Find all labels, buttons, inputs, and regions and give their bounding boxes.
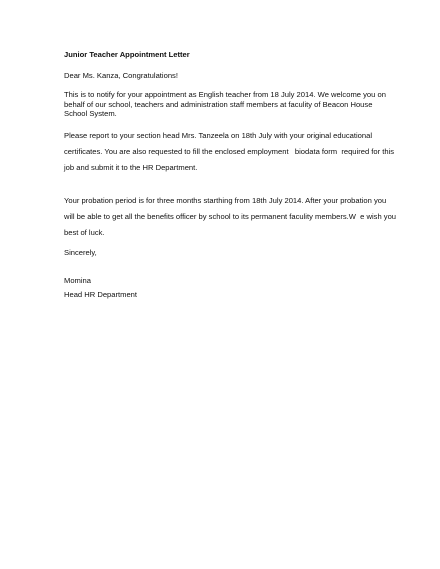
paragraph-line: behalf of our school, teachers and administration staff members at faculity of Beacon House — [64, 99, 373, 109]
letter-salutation: Dear Ms. Kanza, Congratulations! — [64, 71, 178, 80]
letter-closing: Sincerely, — [64, 247, 97, 257]
paragraph-line: will be able to get all the benefits officer by school to its permanent faculity members.W e wish you — [64, 211, 397, 221]
letter-title: Junior Teacher Appointment Letter — [64, 50, 190, 59]
paragraph-probation — [64, 193, 397, 241]
signer-title: Head HR Department — [64, 290, 138, 300]
paragraph-line: certificates. You are also requested to fill the enclosed employment biodata form required for this — [64, 146, 395, 156]
paragraph-reporting — [64, 128, 395, 176]
paragraph-line: Please report to your section head Mrs. Tanzeela on 18th July with your original educational — [64, 130, 373, 140]
letter-body — [64, 50, 397, 300]
paragraph-line: Your probation period is for three months starthing from 18th July 2014. After your probation you — [64, 195, 387, 205]
signer-name: Momina — [64, 276, 92, 286]
paragraph-line: best of luck. — [64, 227, 105, 237]
paragraph-appointment — [64, 90, 384, 118]
paragraph-line: This is to notify for your appointment as English teacher from 18 July 2014. We welcome you on — [64, 90, 386, 100]
paragraph-line: School System. — [64, 109, 117, 119]
paragraph-line: job and submit it to the HR Department. — [64, 162, 198, 172]
